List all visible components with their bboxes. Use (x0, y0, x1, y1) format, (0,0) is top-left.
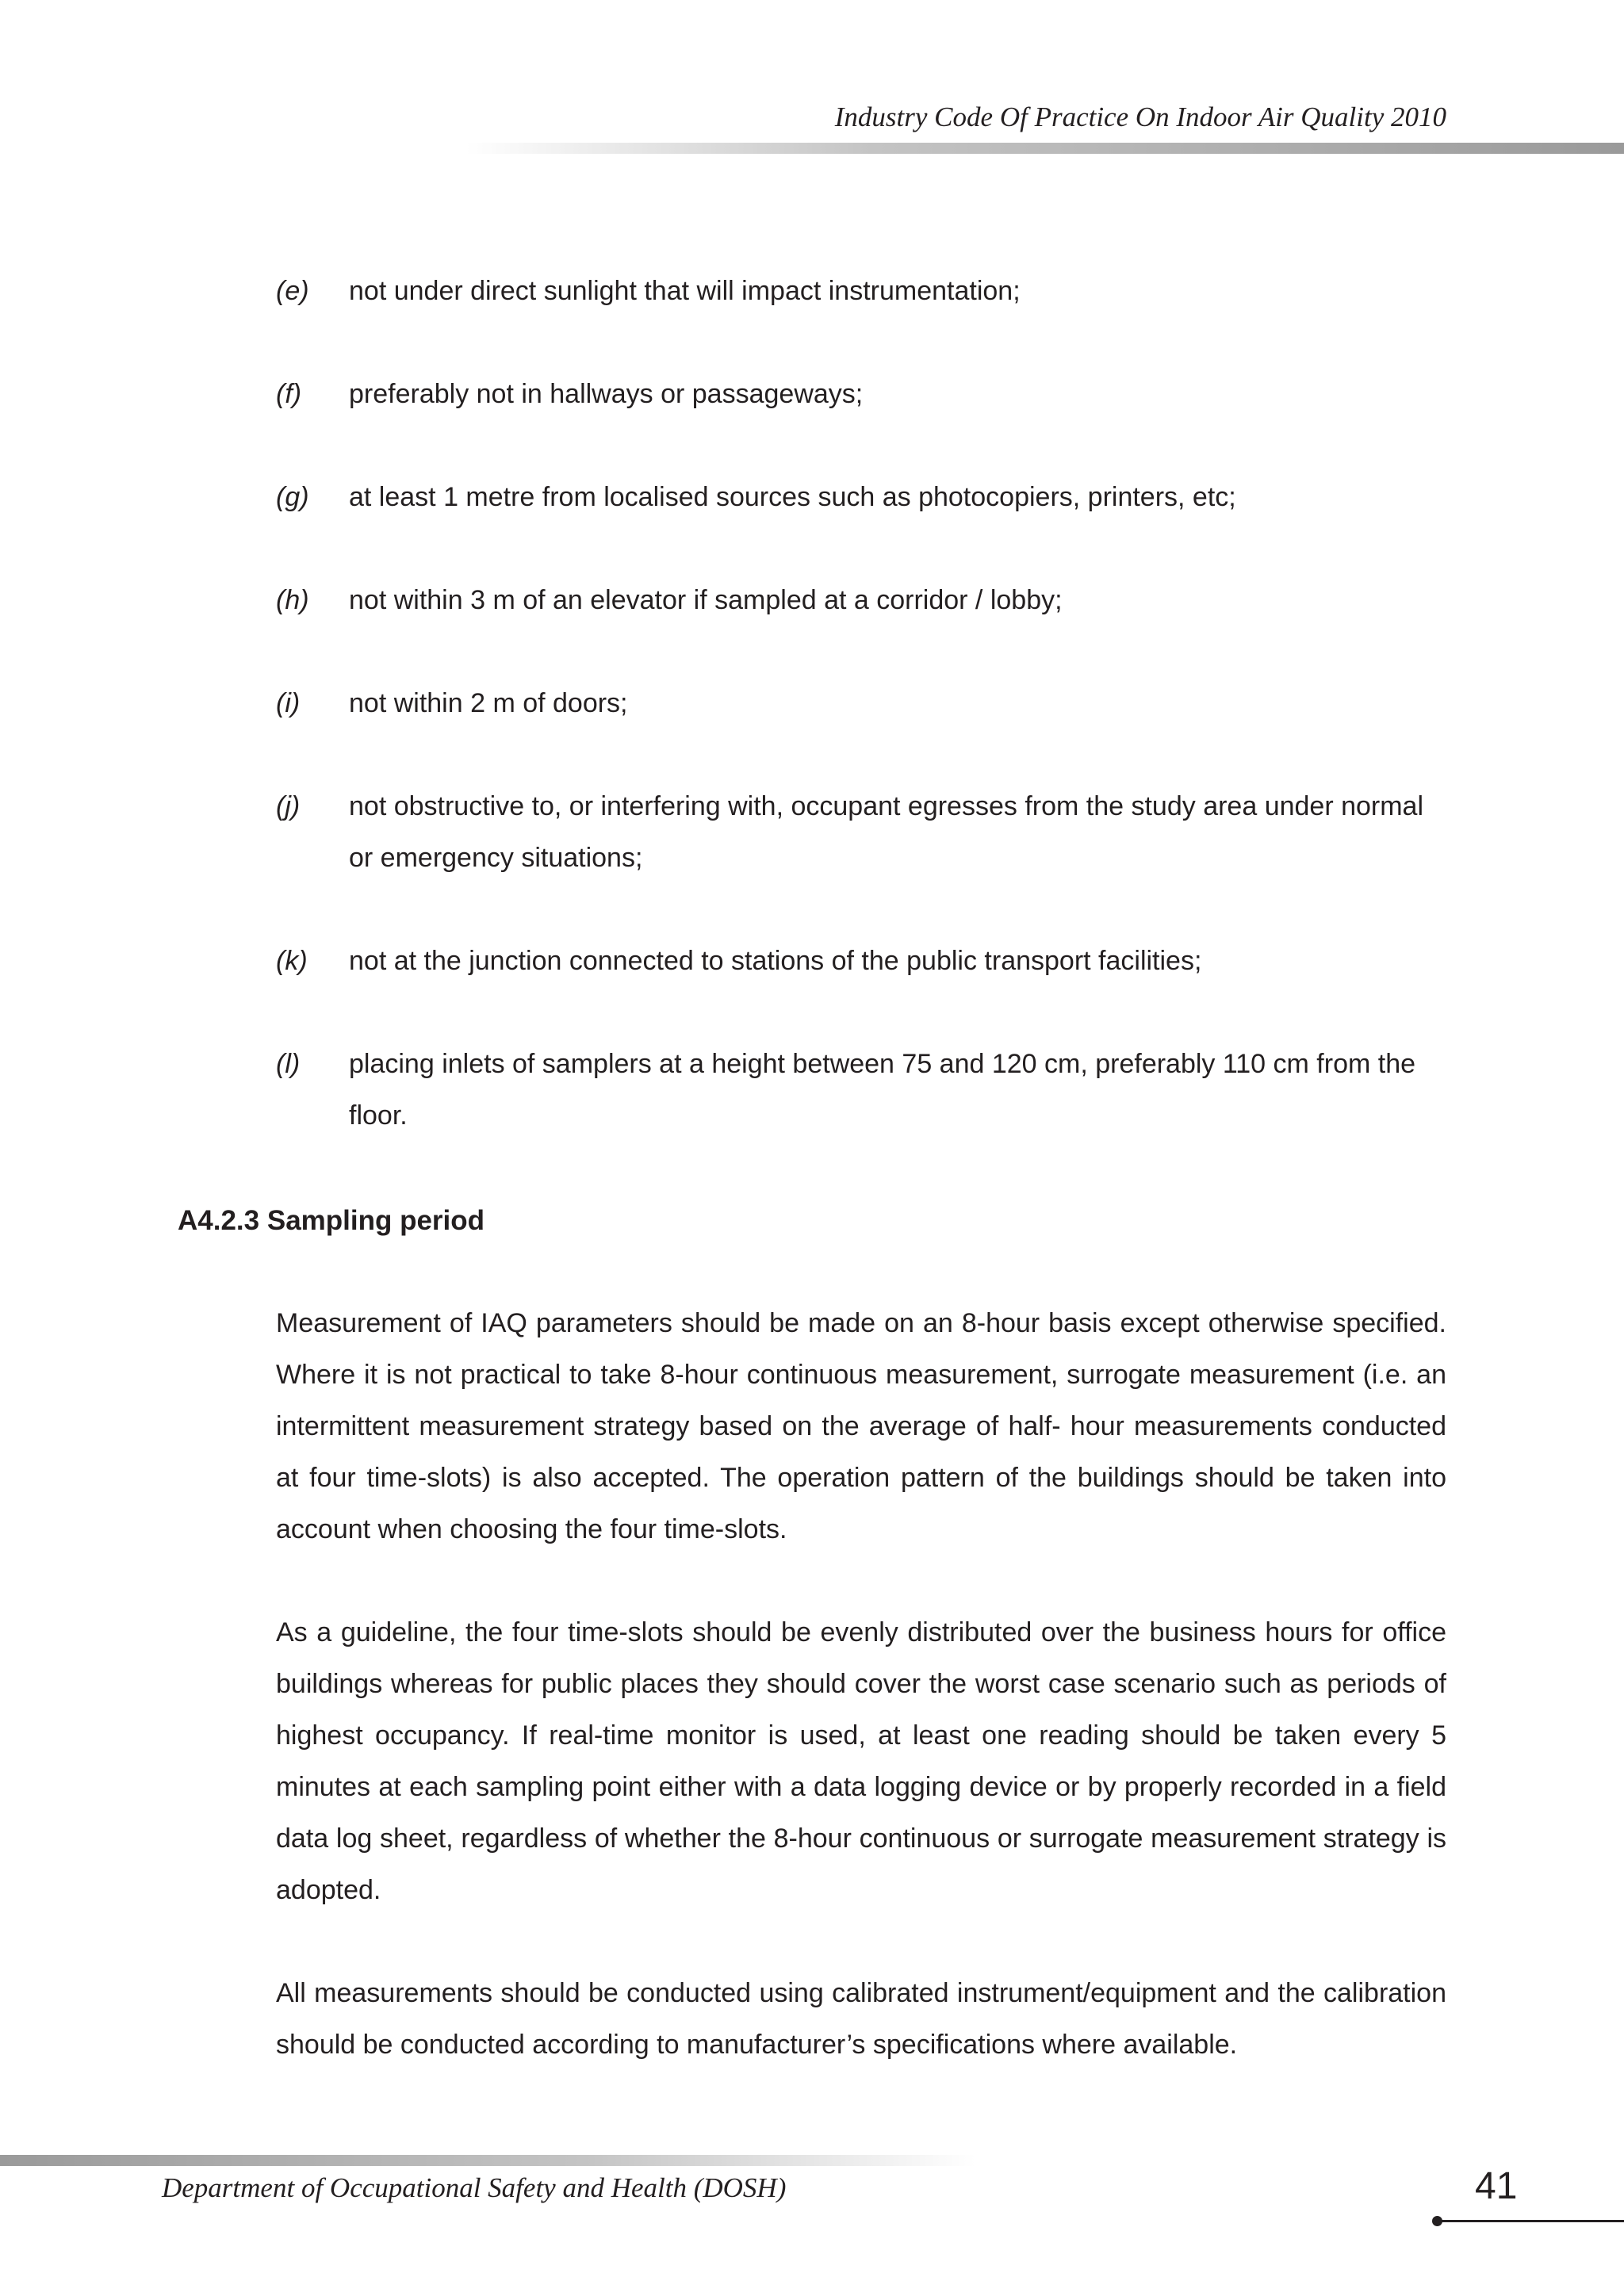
list-text: preferably not in hallways or passageways; (349, 379, 864, 409)
list-text: not under direct sunlight that will impact instrumentation; (349, 276, 1021, 306)
list-text: not within 3 m of an elevator if sampled at a corridor / lobby; (349, 585, 1063, 615)
list-marker: (e) (276, 276, 309, 306)
list-text: not within 2 m of doors; (349, 688, 628, 718)
list-marker: (j) (276, 791, 301, 821)
list-text: placing inlets of samplers at a height between 75 and 120 cm, preferably 110 cm from the floor. (349, 1049, 1416, 1131)
paragraph: As a guideline, the four time-slots should be evenly distributed over the business hours for office buildings whereas for public places they should cover the worst case scenario such as periods of highest occupancy. If real-time monitor is used, at least one reading should be taken every 5 minutes at each sampling point either with a data logging device or by properly recorded in a field data log sheet, regardless of whether the 8-hour continuous or surrogate measurement strategy is adopted. (276, 1617, 1446, 1905)
list-text: not obstructive to, or interfering with, occupant egresses from the study area under normal or emergency situations; (349, 791, 1424, 873)
page-number-dot (1432, 2216, 1442, 2226)
list-item (276, 1039, 1450, 1142)
sampling-location-criteria-list (276, 266, 1450, 1193)
page-number-rule (1437, 2220, 1624, 2222)
list-item (276, 369, 1450, 420)
list-item (276, 472, 1450, 523)
list-marker: (h) (276, 585, 309, 615)
header-divider (466, 143, 1624, 154)
section-heading: A4.2.3 Sampling period (178, 1205, 485, 1236)
list-marker: (i) (276, 688, 301, 718)
list-item (276, 936, 1450, 987)
list-text: not at the junction connected to stations of the public transport facilities; (349, 946, 1202, 976)
list-item (276, 575, 1450, 626)
footer-divider (0, 2155, 975, 2166)
list-item (276, 678, 1450, 729)
header-title: Industry Code Of Practice On Indoor Air Quality 2010 (834, 101, 1446, 132)
list-marker: (f) (276, 379, 302, 409)
footer-department: Department of Occupational Safety and Health (DOSH) (162, 2172, 787, 2203)
list-marker: (g) (276, 482, 309, 512)
paragraph: All measurements should be conducted using calibrated instrument/equipment and the calibration should be conducted according to manufacturer’s specifications where available. (276, 1978, 1446, 2060)
page-number: 41 (1475, 2165, 1518, 2207)
section-body (276, 1298, 1446, 2122)
list-marker: (l) (276, 1049, 301, 1079)
list-text: at least 1 metre from localised sources such as photocopiers, printers, etc; (349, 482, 1236, 512)
paragraph: Measurement of IAQ parameters should be made on an 8-hour basis except otherwise specified. Where it is not practical to take 8-hour continuous measurement, surrogate measurement (i.e. an intermittent measurement strategy based on the average of half- hour measurements conducted at four time-slots) is also accepted. The operation pattern of the buildings should be taken into account when choosing the four time-slots. (276, 1308, 1446, 1544)
list-item (276, 781, 1450, 884)
list-marker: (k) (276, 946, 308, 976)
list-item (276, 266, 1450, 317)
